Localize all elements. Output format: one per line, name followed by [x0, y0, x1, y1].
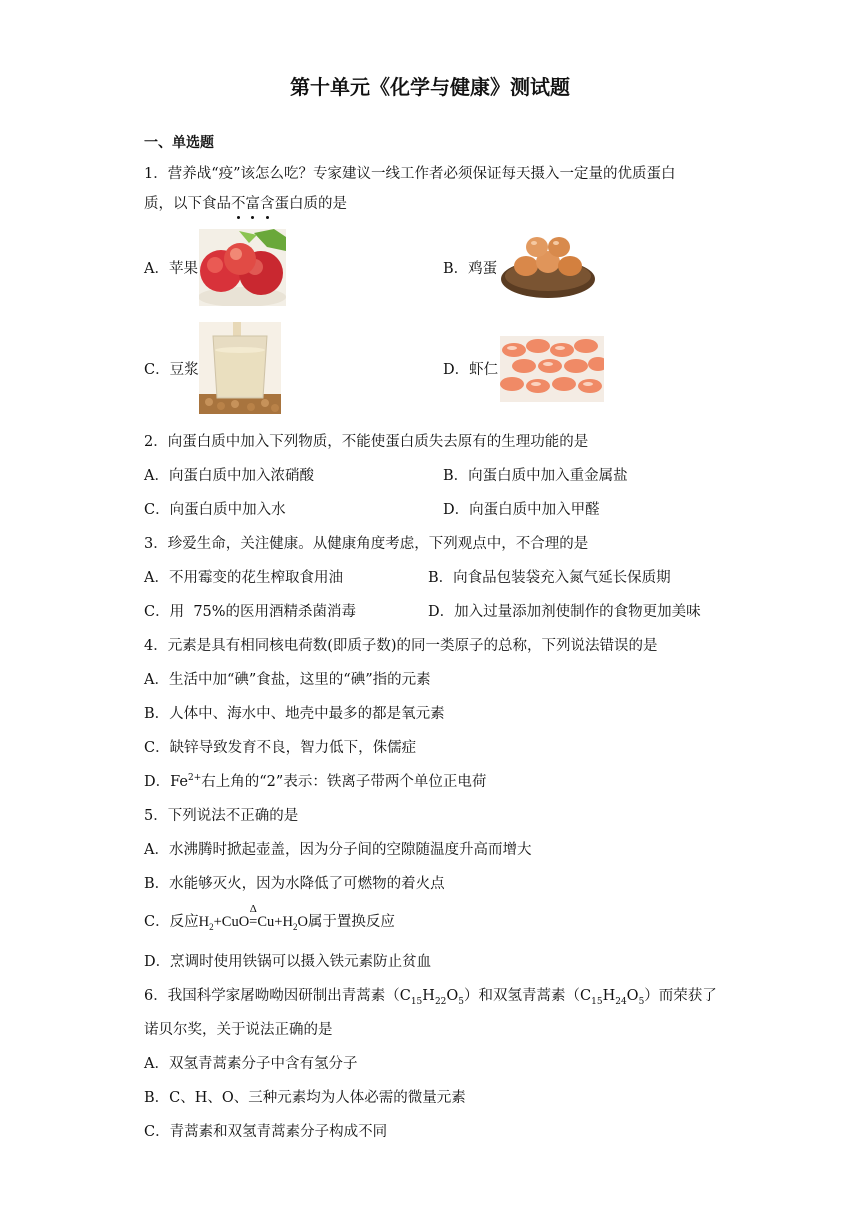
apple-image — [199, 229, 286, 306]
option-a[interactable]: A．苹果 — [144, 261, 198, 277]
option-d[interactable]: D．烹调时使用铁锅可以摄入铁元素防止贫血 — [144, 954, 432, 970]
question-6-stem-line1 — [144, 986, 717, 1006]
soy-milk-image — [199, 322, 281, 414]
option-b[interactable]: B．向蛋白质中加入重金属盐 — [443, 468, 628, 484]
option-c[interactable]: C．豆浆 — [144, 362, 199, 378]
q6-text: H — [422, 988, 435, 1004]
option-c[interactable]: C．用 75%的医用酒精杀菌消毒 — [144, 604, 357, 620]
question-1-stem-line1: 1．营养战“疫”该怎么吃？专家建议一线工作者必须保证每天摄入一定量的优质蛋白 — [144, 166, 676, 182]
formula-cu: Cu+H — [257, 914, 293, 930]
delta-symbol: Δ — [249, 903, 257, 915]
option-a[interactable]: A．向蛋白质中加入浓硝酸 — [144, 468, 314, 484]
option-b[interactable]: B．人体中、海水中、地壳中最多的都是氧元素 — [144, 706, 445, 722]
question-5-stem: 5．下列说法不正确的是 — [144, 808, 299, 824]
q1-stem-text-a: 质，以下食品 — [144, 196, 231, 212]
reaction-equation — [198, 903, 308, 932]
question-3-stem: 3．珍爱生命，关注健康。从健康角度考虑，下列观点中，不合理的是 — [144, 536, 589, 552]
option-b[interactable]: B．鸡蛋 — [443, 261, 498, 277]
option-b[interactable]: B．C、H、O、三种元素均为人体必需的微量元素 — [144, 1090, 466, 1106]
option-c-suffix: 属于置换反应 — [307, 914, 395, 930]
formula-sub: 5 — [458, 996, 465, 1007]
option-a[interactable]: A．双氢青蒿素分子中含有氢分子 — [144, 1056, 358, 1072]
emphasis-dot-char: 不 — [231, 196, 246, 212]
q6-text: H — [602, 988, 616, 1004]
heat-equals-sign — [249, 903, 258, 932]
option-a[interactable]: A．生活中加“碘”食盐，这里的“碘”指的元素 — [144, 672, 431, 688]
q6-text: O — [446, 988, 459, 1004]
option-d[interactable]: D．虾仁 — [443, 362, 499, 378]
option-c[interactable] — [144, 903, 395, 932]
option-c[interactable]: C．缺锌导致发育不良，智力低下，侏儒症 — [144, 740, 417, 756]
q6-text: 6．我国科学家屠呦呦因研制出青蒿素（C — [144, 988, 411, 1004]
option-a[interactable]: A．水沸腾时掀起壶盖，因为分子间的空隙随温度升高而增大 — [144, 842, 532, 858]
formula-sub: 2 — [292, 921, 298, 932]
formula-sub: 24 — [615, 996, 627, 1007]
question-2-stem: 2．向蛋白质中加入下列物质，不能使蛋白质失去原有的生理功能的是 — [144, 434, 589, 450]
option-d-prefix: D．Fe — [144, 774, 188, 790]
page-title: 第十单元《化学与健康》测试题 — [290, 75, 570, 99]
option-d[interactable]: D．向蛋白质中加入甲醛 — [443, 502, 600, 518]
formula-sub: 5 — [638, 996, 645, 1007]
option-b[interactable]: B．向食品包装袋充入氮气延长保质期 — [428, 570, 671, 586]
q6-text: ）而荣获了 — [644, 988, 717, 1004]
q6-text: O — [626, 988, 639, 1004]
option-d[interactable] — [144, 772, 486, 792]
emphasis-dot-char: 含 — [260, 196, 275, 212]
charge-superscript: 2+ — [187, 773, 202, 784]
option-d[interactable]: D．加入过量添加剂使制作的食物更加美味 — [428, 604, 701, 620]
formula-cuo: +CuO — [213, 914, 250, 930]
option-c-prefix: C．反应 — [144, 914, 199, 930]
question-6-stem-line2: 诺贝尔奖，关于说法正确的是 — [144, 1022, 333, 1038]
emphasis-dot-char: 富 — [245, 196, 260, 212]
formula-sub: 15 — [410, 996, 423, 1007]
question-1-stem-line2 — [144, 194, 347, 214]
equals-symbol: = — [249, 914, 258, 930]
option-d-text: 右上角的“2”表示：铁离子带两个单位正电荷 — [201, 774, 487, 790]
option-c[interactable]: C．向蛋白质中加入水 — [144, 502, 286, 518]
formula-o: O — [297, 914, 308, 930]
option-c[interactable]: C．青蒿素和双氢青蒿素分子构成不同 — [144, 1124, 388, 1140]
formula-h: H — [198, 914, 210, 930]
egg-basket-image — [499, 233, 597, 301]
option-b[interactable]: B．水能够灭火，因为水降低了可燃物的着火点 — [144, 876, 445, 892]
shrimp-image — [500, 336, 604, 402]
formula-sub: 15 — [591, 996, 603, 1007]
q6-text: ）和双氢青蒿素（C — [464, 988, 592, 1004]
option-a[interactable]: A．不用霉变的花生榨取食用油 — [144, 570, 343, 586]
question-4-stem: 4．元素是具有相同核电荷数(即质子数)的同一类原子的总称，下列说法错误的是 — [144, 638, 658, 654]
formula-sub: 2 — [209, 921, 214, 932]
section-heading: 一、单选题 — [144, 135, 214, 151]
formula-sub: 22 — [434, 996, 447, 1007]
q1-stem-text-b: 蛋白质的是 — [274, 196, 347, 212]
